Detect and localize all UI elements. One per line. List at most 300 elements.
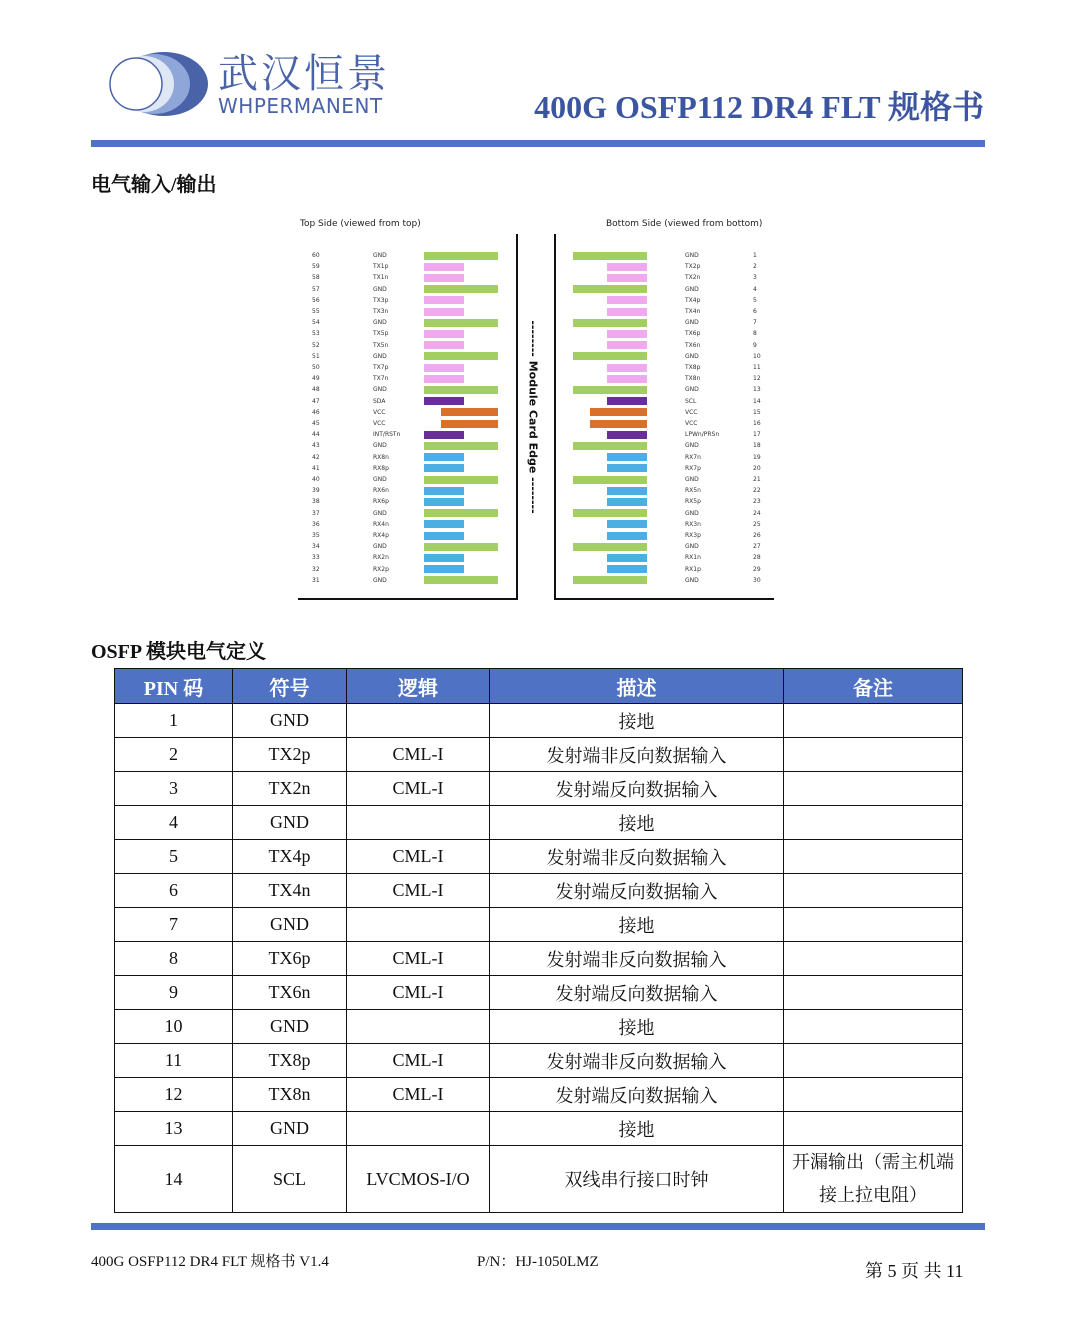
pin-number: 24 (753, 509, 761, 517)
cell-pin: 9 (115, 976, 233, 1010)
section-title-electrical-io: 电气输入/输出 (91, 174, 217, 196)
pin-signal: TX5p (373, 330, 389, 338)
cell-logic (347, 806, 490, 840)
pin-row (298, 530, 516, 541)
pin-contact-bar (424, 543, 498, 551)
footer-doc-version: 400G OSFP112 DR4 FLT 规格书 V1.4 (91, 1254, 329, 1270)
cell-logic: CML-I (347, 840, 490, 874)
pin-number: 35 (312, 532, 320, 539)
pin-number: 25 (753, 520, 761, 528)
pin-number: 26 (753, 532, 761, 539)
pin-signal: GND (373, 476, 387, 483)
cell-pin: 6 (115, 874, 233, 908)
pin-contact-bar (607, 565, 647, 573)
company-logo (106, 46, 390, 122)
table-row (115, 874, 963, 908)
pin-signal: TX7n (373, 375, 389, 383)
pin-signal: RX6p (373, 498, 389, 506)
pin-signal: RX5n (685, 487, 701, 495)
pin-contact-bar (573, 252, 647, 260)
pin-row (298, 306, 516, 317)
pin-number: 56 (312, 296, 320, 304)
pin-number: 5 (753, 296, 757, 304)
pin-signal: RX4p (373, 532, 389, 539)
pin-number: 34 (312, 543, 320, 551)
cell-description: 发射端非反向数据输入 (490, 738, 784, 772)
cell-notes (784, 704, 963, 738)
cell-notes: 开漏输出（需主机端接上拉电阻） (784, 1146, 963, 1213)
pin-signal: RX3p (685, 532, 701, 539)
pin-row (298, 575, 516, 586)
pin-signal: RX1n (685, 554, 701, 562)
pin-row (298, 474, 516, 485)
cell-logic (347, 1010, 490, 1044)
pin-number: 54 (312, 319, 320, 327)
pin-contact-bar (607, 263, 647, 271)
pin-row (554, 530, 772, 541)
header-description: 描述 (490, 669, 784, 704)
cell-description: 接地 (490, 1010, 784, 1044)
pin-contact-bar (424, 375, 464, 383)
cell-symbol: TX4p (233, 840, 347, 874)
pin-number: 4 (753, 285, 757, 293)
pin-row (554, 541, 772, 552)
cell-logic: LVCMOS-I/O (347, 1146, 490, 1213)
pin-row (554, 306, 772, 317)
pin-number: 39 (312, 487, 320, 495)
pin-number: 36 (312, 520, 320, 528)
pin-row (554, 362, 772, 373)
footer-page-number: 第 5 页 共 11 (865, 1261, 964, 1281)
pin-contact-bar (441, 408, 498, 416)
pin-number: 48 (312, 386, 320, 394)
pin-row (554, 519, 772, 530)
pin-contact-bar (424, 520, 464, 528)
cell-notes (784, 976, 963, 1010)
cell-pin: 2 (115, 738, 233, 772)
table-header-row (115, 669, 963, 704)
pin-signal: GND (373, 386, 387, 394)
cell-description: 发射端反向数据输入 (490, 772, 784, 806)
pin-row (554, 317, 772, 328)
pin-number: 46 (312, 408, 320, 416)
footer-part-number: P/N：HJ-1050LMZ (477, 1254, 599, 1270)
cell-pin: 8 (115, 942, 233, 976)
cell-pin: 5 (115, 840, 233, 874)
pin-contact-bar (424, 285, 498, 293)
table-row (115, 942, 963, 976)
pin-signal: GND (685, 386, 699, 394)
pin-contact-bar (607, 397, 647, 405)
cell-symbol: TX4n (233, 874, 347, 908)
pin-signal: GND (685, 285, 699, 293)
pin-row (298, 440, 516, 451)
pin-signal: RX4n (373, 520, 389, 528)
pin-contact-bar (607, 296, 647, 304)
pin-contact-bar (607, 431, 647, 439)
pin-number: 60 (312, 252, 320, 259)
pin-contact-bar (424, 364, 464, 372)
cell-logic (347, 1112, 490, 1146)
pin-contact-bar (424, 509, 498, 517)
pin-signal: TX1p (373, 263, 389, 271)
pin-contact-bar (573, 543, 647, 551)
pin-signal: GND (685, 252, 699, 259)
pin-signal: GND (373, 442, 387, 450)
cell-logic: CML-I (347, 1078, 490, 1112)
pin-number: 12 (753, 375, 761, 383)
pin-row (554, 452, 772, 463)
pin-signal: GND (373, 285, 387, 293)
pin-row (554, 284, 772, 295)
cell-logic: CML-I (347, 1044, 490, 1078)
pin-contact-bar (424, 386, 498, 394)
pin-contact-bar (573, 319, 647, 327)
pin-row (554, 508, 772, 519)
pin-number: 13 (753, 386, 761, 394)
pin-row (298, 373, 516, 384)
pin-signal: LPWn/PRSn (685, 431, 720, 439)
pin-number: 8 (753, 330, 757, 338)
pin-number: 44 (312, 431, 320, 439)
cell-description: 发射端反向数据输入 (490, 874, 784, 908)
pin-contact-bar (607, 464, 647, 472)
pin-row (298, 564, 516, 575)
pin-row (554, 373, 772, 384)
pin-row (298, 284, 516, 295)
cell-symbol: GND (233, 1112, 347, 1146)
pin-contact-bar (607, 308, 647, 316)
pin-row (298, 418, 516, 429)
pin-row (554, 328, 772, 339)
cell-notes (784, 874, 963, 908)
pin-row (298, 552, 516, 563)
cell-symbol: TX8p (233, 1044, 347, 1078)
pin-number: 15 (753, 408, 761, 416)
pin-row (554, 250, 772, 261)
logo-chinese-name: 武汉恒景 (218, 51, 390, 97)
pin-number: 52 (312, 341, 320, 349)
cell-logic: CML-I (347, 738, 490, 772)
pin-row (554, 384, 772, 395)
top-side-title: Top Side (viewed from top) (300, 219, 421, 229)
cell-notes (784, 1044, 963, 1078)
pin-signal: GND (373, 543, 387, 551)
cell-description: 双线串行接口时钟 (490, 1146, 784, 1213)
pin-contact-bar (424, 263, 464, 271)
pin-row (298, 496, 516, 507)
pin-signal: RX6n (373, 487, 389, 495)
cell-pin: 13 (115, 1112, 233, 1146)
pin-contact-bar (424, 487, 464, 495)
table-row (115, 976, 963, 1010)
cell-pin: 1 (115, 704, 233, 738)
pin-signal: TX6p (685, 330, 701, 338)
pin-signal: GND (685, 319, 699, 327)
pin-row (298, 485, 516, 496)
pin-contact-bar (424, 565, 464, 573)
pin-number: 38 (312, 498, 320, 506)
cell-notes (784, 1078, 963, 1112)
footer-rule (91, 1223, 985, 1230)
pin-signal: INT/RSTn (373, 431, 401, 439)
pin-signal: SDA (373, 397, 386, 405)
pin-signal: RX8n (373, 453, 389, 461)
cell-pin: 7 (115, 908, 233, 942)
cell-logic (347, 908, 490, 942)
pin-number: 59 (312, 263, 320, 271)
pin-contact-bar (590, 408, 647, 416)
pin-number: 43 (312, 442, 320, 450)
pin-signal: RX7p (685, 464, 701, 472)
pin-contact-bar (607, 341, 647, 349)
pin-number: 41 (312, 464, 320, 472)
pin-contact-bar (607, 274, 647, 282)
pin-number: 14 (753, 397, 761, 405)
pin-contact-bar (424, 476, 498, 484)
pin-number: 10 (753, 352, 761, 360)
cell-pin: 11 (115, 1044, 233, 1078)
pin-signal: RX5p (685, 498, 701, 506)
cell-logic (347, 704, 490, 738)
pin-row (554, 485, 772, 496)
cell-description: 接地 (490, 704, 784, 738)
cell-description: 发射端反向数据输入 (490, 1078, 784, 1112)
pin-contact-bar (607, 520, 647, 528)
pin-row (298, 340, 516, 351)
pin-contact-bar (424, 308, 464, 316)
pin-row (298, 541, 516, 552)
pin-row (298, 317, 516, 328)
pin-signal: GND (685, 543, 699, 551)
pin-contact-bar (573, 509, 647, 517)
logo-emblem-icon (106, 46, 216, 122)
cell-symbol: TX8n (233, 1078, 347, 1112)
pin-number: 53 (312, 330, 320, 338)
pin-contact-bar (607, 453, 647, 461)
pin-signal: RX1p (685, 565, 701, 573)
pin-contact-bar (424, 464, 464, 472)
pin-row (554, 564, 772, 575)
pin-signal: TX8p (685, 364, 701, 371)
pin-signal: GND (685, 509, 699, 517)
pin-signal: TX1n (373, 274, 389, 282)
document-title: 400G OSFP112 DR4 FLT 规格书 (534, 89, 984, 125)
pin-row (554, 575, 772, 586)
cell-description: 发射端非反向数据输入 (490, 942, 784, 976)
header-symbol: 符号 (233, 669, 347, 704)
pin-row (554, 272, 772, 283)
pin-number: 32 (312, 565, 320, 573)
cell-symbol: GND (233, 704, 347, 738)
pin-number: 21 (753, 476, 761, 483)
cell-notes (784, 1010, 963, 1044)
pin-signal: RX2n (373, 554, 389, 562)
cell-notes (784, 806, 963, 840)
pin-contact-bar (573, 476, 647, 484)
cell-symbol: TX2p (233, 738, 347, 772)
pin-signal: GND (685, 442, 699, 450)
pin-number: 11 (753, 364, 761, 371)
cell-pin: 4 (115, 806, 233, 840)
cell-notes (784, 738, 963, 772)
pin-row (298, 362, 516, 373)
pin-number: 49 (312, 375, 320, 383)
pin-contact-bar (441, 420, 498, 428)
pin-number: 3 (753, 274, 757, 282)
pin-row (298, 407, 516, 418)
table-row (115, 738, 963, 772)
cell-pin: 12 (115, 1078, 233, 1112)
pin-number: 22 (753, 487, 761, 495)
header-pin: PIN 码 (115, 669, 233, 704)
cell-description: 接地 (490, 1112, 784, 1146)
pin-signal: GND (685, 576, 699, 584)
pin-row (554, 295, 772, 306)
cell-symbol: SCL (233, 1146, 347, 1213)
pin-signal: TX4n (685, 308, 701, 315)
pin-number: 58 (312, 274, 320, 282)
pin-contact-bar (424, 431, 464, 439)
pin-signal: SCL (685, 397, 697, 405)
pin-contact-bar (607, 532, 647, 540)
pin-number: 1 (753, 252, 757, 259)
pin-row (298, 384, 516, 395)
pin-number: 28 (753, 554, 761, 562)
pin-row (554, 429, 772, 440)
table-row (115, 704, 963, 738)
pin-row (298, 508, 516, 519)
cell-pin: 10 (115, 1010, 233, 1044)
pin-number: 42 (312, 453, 320, 461)
cell-symbol: GND (233, 806, 347, 840)
pin-signal: TX3p (373, 296, 389, 304)
cell-symbol: GND (233, 908, 347, 942)
pin-contact-bar (424, 341, 464, 349)
pin-row (298, 351, 516, 362)
table-row (115, 1044, 963, 1078)
cell-notes (784, 908, 963, 942)
pin-signal: TX8n (685, 375, 701, 383)
header-notes: 备注 (784, 669, 963, 704)
pin-row (298, 261, 516, 272)
pin-row (554, 496, 772, 507)
cell-notes (784, 772, 963, 806)
pin-number: 40 (312, 476, 320, 483)
pin-number: 50 (312, 364, 320, 371)
pin-signal: VCC (373, 420, 386, 427)
cell-notes (784, 1112, 963, 1146)
pin-signal: VCC (685, 420, 698, 427)
pin-contact-bar (607, 554, 647, 562)
pin-signal: TX4p (685, 296, 701, 304)
pin-row (554, 440, 772, 451)
cell-logic: CML-I (347, 976, 490, 1010)
pin-contact-bar (424, 397, 464, 405)
pin-contact-bar (607, 487, 647, 495)
pin-row (298, 463, 516, 474)
cell-logic: CML-I (347, 942, 490, 976)
pin-contact-bar (424, 319, 498, 327)
pin-number: 29 (753, 565, 761, 573)
pin-contact-bar (607, 498, 647, 506)
table-row (115, 1078, 963, 1112)
table-row (115, 840, 963, 874)
pin-signal: RX7n (685, 453, 701, 461)
pin-row (554, 418, 772, 429)
pin-number: 30 (753, 576, 761, 584)
pin-contact-bar (424, 576, 498, 584)
pin-number: 23 (753, 498, 761, 506)
pin-contact-bar (573, 576, 647, 584)
pin-row (554, 407, 772, 418)
bottom-side-title: Bottom Side (viewed from bottom) (606, 219, 763, 229)
table-row (115, 908, 963, 942)
pin-signal: TX6n (685, 341, 701, 349)
pin-signal: TX2n (685, 274, 701, 282)
pin-row (298, 396, 516, 407)
pin-contact-bar (424, 498, 464, 506)
pin-row (298, 295, 516, 306)
table-row (115, 1112, 963, 1146)
pin-number: 17 (753, 431, 761, 439)
pin-number: 45 (312, 420, 320, 427)
pin-number: 9 (753, 341, 757, 349)
pin-signal: GND (373, 319, 387, 327)
pin-contact-bar (573, 285, 647, 293)
pin-signal: GND (373, 252, 387, 259)
pin-signal: TX5n (373, 341, 389, 349)
pin-number: 51 (312, 352, 320, 360)
header-logic: 逻辑 (347, 669, 490, 704)
pin-signal: TX2p (685, 263, 701, 271)
pin-signal: VCC (685, 408, 698, 416)
pin-number: 57 (312, 285, 320, 293)
pin-signal: TX7p (373, 364, 389, 371)
pin-contact-bar (607, 330, 647, 338)
pin-contact-bar (424, 352, 498, 360)
pin-contact-bar (424, 252, 498, 260)
pin-contact-bar (424, 274, 464, 282)
cell-logic: CML-I (347, 874, 490, 908)
pin-signal: GND (373, 509, 387, 517)
pin-number: 27 (753, 543, 761, 551)
section-title-osfp-definition: OSFP 模块电气定义 (91, 641, 267, 663)
bottom-side-pin-diagram (554, 216, 776, 602)
pin-contact-bar (424, 532, 464, 540)
pin-signal: RX3n (685, 520, 701, 528)
pin-signal: GND (373, 576, 387, 584)
pin-row (298, 250, 516, 261)
pin-contact-bar (424, 296, 464, 304)
pin-row (554, 396, 772, 407)
pin-number: 47 (312, 397, 320, 405)
pin-number: 31 (312, 576, 320, 584)
pin-row (554, 552, 772, 563)
pin-number: 18 (753, 442, 761, 450)
pin-contact-bar (424, 330, 464, 338)
pin-signal: GND (685, 476, 699, 483)
pin-contact-bar (590, 420, 647, 428)
pin-row (298, 429, 516, 440)
pin-number: 20 (753, 464, 761, 472)
pin-signal: RX8p (373, 464, 389, 472)
pin-row (298, 519, 516, 530)
pin-row (298, 272, 516, 283)
pin-number: 55 (312, 308, 320, 315)
cell-description: 发射端反向数据输入 (490, 976, 784, 1010)
pin-contact-bar (607, 375, 647, 383)
